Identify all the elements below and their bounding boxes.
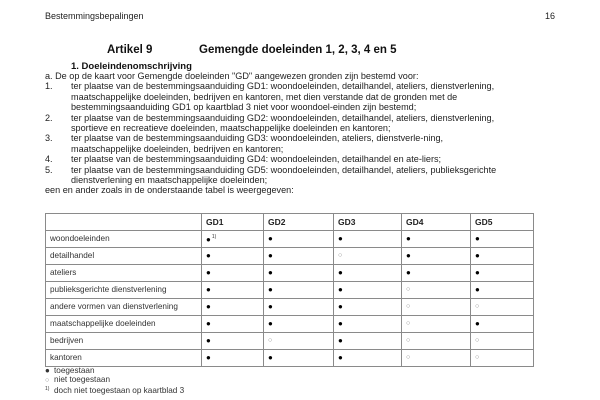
- table-cell: [202, 316, 264, 333]
- allowed-dot-icon: ●: [206, 301, 211, 311]
- list-item-number: 1.: [45, 81, 53, 92]
- column-header-gd4: GD4: [402, 214, 471, 231]
- allowed-dot-icon: ●: [338, 301, 343, 311]
- table-cell: [471, 333, 534, 350]
- not-allowed-circle-icon: ○: [475, 337, 480, 345]
- allowed-dot-icon: ●: [475, 267, 480, 277]
- allowed-dot-icon: ●: [268, 301, 273, 311]
- list-item: [45, 113, 545, 134]
- table-cell: [334, 282, 402, 299]
- allowed-dot-icon: ●: [206, 352, 211, 362]
- column-header-empty: [46, 214, 202, 231]
- allowed-dot-icon: ●: [268, 250, 273, 260]
- allowed-dot-icon: ●: [338, 267, 343, 277]
- not-allowed-circle-icon: ○: [406, 354, 411, 362]
- article-number: Artikel 9: [107, 44, 153, 56]
- footnote-marker: 1): [45, 386, 50, 393]
- allowed-dot-icon: ●: [268, 318, 273, 328]
- table-cell: [264, 316, 334, 333]
- section-intro: a. De op de kaart voor Gemengde doeleinden "GD" aangewezen gronden zijn bestemd voor:: [45, 71, 419, 81]
- table-row: [46, 333, 534, 350]
- column-header-gd3: GD3: [334, 214, 402, 231]
- allowed-dot-icon: ●: [338, 233, 343, 243]
- allowed-dot-icon: ●: [206, 318, 211, 328]
- allowed-dot-icon: ●: [475, 284, 480, 294]
- table-cell: [264, 333, 334, 350]
- list-item: [45, 81, 545, 112]
- allowed-dot-icon: ●: [45, 366, 50, 375]
- table-cell: [334, 248, 402, 265]
- table-row: [46, 265, 534, 282]
- not-allowed-circle-icon: ○: [268, 337, 273, 345]
- allowed-dot-icon: ●: [268, 352, 273, 362]
- list-item: [45, 165, 545, 186]
- running-header-section: Bestemmingsbepalingen: [45, 11, 144, 21]
- table-row: [46, 316, 534, 333]
- table-cell: [334, 231, 402, 248]
- list-item-text: ter plaatse van de bestemmingsaanduiding GD5: woondoeleinden, detailhandel, ateliers, publieksgerichte dienstverlening en maatschappelijke doeleinden;: [71, 164, 497, 186]
- table-cell: [334, 265, 402, 282]
- allowed-dot-icon: ●: [406, 233, 411, 243]
- allowed-dot-icon: ●: [268, 233, 273, 243]
- table-cell: [202, 265, 264, 282]
- not-allowed-circle-icon: ○: [475, 354, 480, 362]
- row-label: andere vormen van dienstverlening: [46, 299, 202, 316]
- not-allowed-circle-icon: ○: [475, 303, 480, 311]
- table-cell: [402, 265, 471, 282]
- allowed-dot-icon: ●: [406, 250, 411, 260]
- allowed-dot-icon: ●: [206, 267, 211, 277]
- article-title: Gemengde doeleinden 1, 2, 3, 4 en 5: [199, 44, 397, 56]
- list-item: [45, 133, 545, 154]
- not-allowed-circle-icon: ○: [338, 252, 343, 260]
- table-cell: [202, 333, 264, 350]
- row-label: bedrijven: [46, 333, 202, 350]
- allowed-dot-icon: ●: [338, 352, 343, 362]
- legend-label: toegestaan: [54, 366, 95, 375]
- table-cell: [264, 231, 334, 248]
- list-item-number: 3.: [45, 133, 53, 144]
- list-item-text: ter plaatse van de bestemmingsaanduiding GD1: woondoeleinden, detailhandel, ateliers, dienstverlening, maatschappelijke doeleinden, bedrijven en kantoren, met dien verstande dat de gronden met de bestemmingsaanduiding GD1 op kaartblad 3 niet voor woondoel-einden zijn bestemd;: [71, 81, 495, 113]
- legend-item-footnote: [45, 385, 184, 396]
- table-cell: [264, 282, 334, 299]
- allowed-dot-icon: ●: [338, 284, 343, 294]
- table-cell: [402, 333, 471, 350]
- not-allowed-circle-icon: ○: [406, 286, 411, 294]
- table-row: [46, 282, 534, 299]
- allowed-dot-icon: ●: [338, 335, 343, 345]
- table-cell: [471, 316, 534, 333]
- table-cell: [471, 248, 534, 265]
- table-cell: [402, 231, 471, 248]
- legend-label: niet toegestaan: [54, 374, 110, 384]
- allowed-dot-icon: ●: [475, 318, 480, 328]
- table-cell: [202, 299, 264, 316]
- table-cell: [202, 282, 264, 299]
- allowed-dot-icon: ●: [475, 233, 480, 243]
- table-cell: [471, 265, 534, 282]
- row-label: maatschappelijke doeleinden: [46, 316, 202, 333]
- allowed-dot-icon: ●: [268, 284, 273, 294]
- list-item-number: 4.: [45, 154, 53, 165]
- allowed-dot-icon: ●: [206, 284, 211, 294]
- table-row: [46, 231, 534, 248]
- table-row: [46, 299, 534, 316]
- row-label: detailhandel: [46, 248, 202, 265]
- allowed-dot-icon: ●: [338, 318, 343, 328]
- table-cell: [334, 316, 402, 333]
- footnote-marker: 1): [211, 234, 217, 241]
- row-label: publieksgerichte dienstverlening: [46, 282, 202, 299]
- table-row: [46, 248, 534, 265]
- allowed-dot-icon: ●: [268, 267, 273, 277]
- list-item-number: 2.: [45, 112, 53, 123]
- column-header-gd2: GD2: [264, 214, 334, 231]
- table-legend: [45, 367, 184, 396]
- table-cell: [334, 299, 402, 316]
- list-item-number: 5.: [45, 164, 53, 175]
- table-cell: [202, 248, 264, 265]
- column-header-gd1: GD1: [202, 214, 264, 231]
- table-cell: [264, 248, 334, 265]
- list-item-text: ter plaatse van de bestemmingsaanduiding GD3: woondoeleinden, ateliers, dienstverle-ning, maatschappelijke doeleinden, bedrijven en kantoren;: [71, 133, 444, 154]
- not-allowed-circle-icon: ○: [406, 337, 411, 345]
- table-cell: [402, 248, 471, 265]
- row-label: woondoeleinden: [46, 231, 202, 248]
- table-header-row: [46, 214, 534, 231]
- article-heading: [107, 44, 396, 56]
- table-cell: [402, 299, 471, 316]
- section-body: [45, 71, 545, 196]
- allowed-dot-icon: ●: [475, 250, 480, 260]
- not-allowed-circle-icon: ○: [45, 376, 50, 384]
- not-allowed-circle-icon: ○: [406, 303, 411, 311]
- page-number: 16: [544, 11, 555, 21]
- legend-label: doch niet toegestaan op kaartblad 3: [54, 386, 185, 396]
- list-item-text: ter plaatse van de bestemmingsaanduiding GD4: woondoeleinden, detailhandel en ate-liers;: [71, 154, 442, 165]
- row-label: ateliers: [46, 265, 202, 282]
- section-outro: een en ander zoals in de onderstaande tabel is weergegeven:: [45, 185, 294, 196]
- allowed-dot-icon: ●: [206, 235, 211, 245]
- allowed-dot-icon: ●: [206, 335, 211, 345]
- page-header: [45, 11, 555, 21]
- list-item: [45, 154, 545, 164]
- usage-table: [45, 213, 534, 367]
- row-label: kantoren: [46, 350, 202, 367]
- table-cell: [471, 350, 534, 367]
- table-cell: [402, 350, 471, 367]
- table-cell: [334, 333, 402, 350]
- table-cell: [471, 299, 534, 316]
- list-item-text: ter plaatse van de bestemmingsaanduiding GD2: woondoeleinden, detailhandel, ateliers, dienstverlening, sportieve en recreatieve doeleinden, maatschappelijke doeleinden en kantoren;: [71, 112, 495, 134]
- table-cell: [334, 350, 402, 367]
- column-header-gd5: GD5: [471, 214, 534, 231]
- table-cell: [402, 282, 471, 299]
- not-allowed-circle-icon: ○: [406, 320, 411, 328]
- section-title: 1. Doeleindenomschrijving: [71, 61, 192, 72]
- table-cell: [264, 350, 334, 367]
- table-cell: [402, 316, 471, 333]
- table-cell: [264, 265, 334, 282]
- table-row: [46, 350, 534, 367]
- table-cell: [471, 231, 534, 248]
- allowed-dot-icon: ●: [206, 250, 211, 260]
- table-cell: [264, 299, 334, 316]
- allowed-dot-icon: ●: [406, 267, 411, 277]
- table-cell: [471, 282, 534, 299]
- table-cell: [202, 231, 264, 248]
- legend-item-not-allowed: [45, 376, 184, 386]
- table-cell: [202, 350, 264, 367]
